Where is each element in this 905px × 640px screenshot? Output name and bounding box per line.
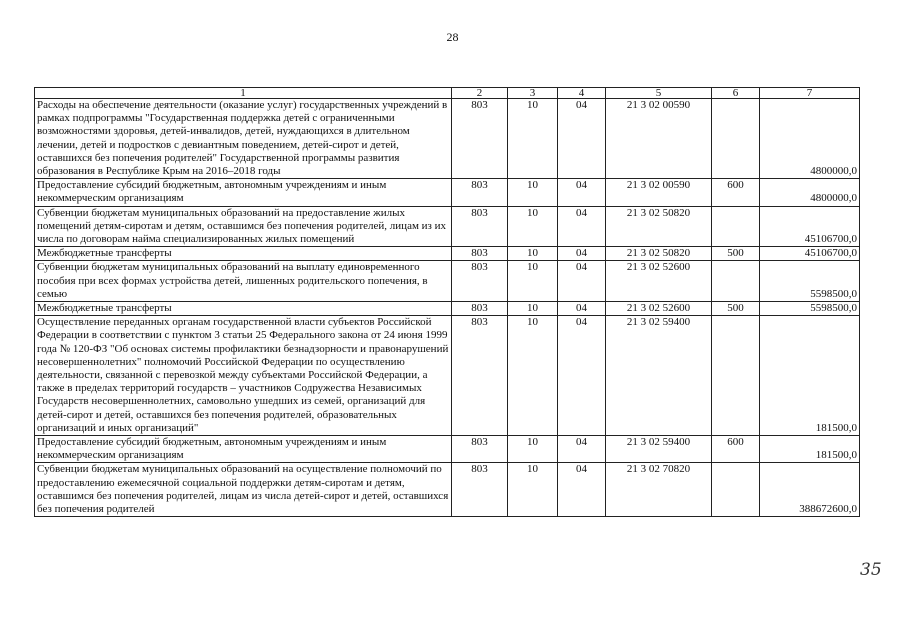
row-name-cell: Субвенции бюджетам муниципальных образований на выплату единовременного пособия при всех формах устройства детей, лишенных родительского попечения, в семью bbox=[35, 261, 452, 302]
row-target-cell: 21 3 02 52600 bbox=[606, 302, 712, 316]
row-target-cell: 21 3 02 50820 bbox=[606, 247, 712, 261]
budget-table bbox=[34, 87, 860, 517]
row-target-cell: 21 3 02 52600 bbox=[606, 261, 712, 302]
table-row bbox=[35, 316, 860, 436]
row-type-cell bbox=[712, 99, 760, 179]
row-subsection-cell: 04 bbox=[558, 206, 606, 247]
header-col-1: 1 bbox=[35, 88, 452, 99]
row-subsection-cell: 04 bbox=[558, 316, 606, 436]
table-row bbox=[35, 436, 860, 463]
row-target-cell: 21 3 02 00590 bbox=[606, 179, 712, 206]
row-type-cell: 600 bbox=[712, 179, 760, 206]
row-type-cell: 600 bbox=[712, 436, 760, 463]
row-amount-cell: 181500,0 bbox=[760, 436, 860, 463]
row-subsection-cell: 04 bbox=[558, 436, 606, 463]
row-code-cell: 803 bbox=[452, 436, 508, 463]
row-target-cell: 21 3 02 59400 bbox=[606, 436, 712, 463]
row-target-cell: 21 3 02 59400 bbox=[606, 316, 712, 436]
row-amount-cell: 5598500,0 bbox=[760, 261, 860, 302]
header-col-2: 2 bbox=[452, 88, 508, 99]
header-col-4: 4 bbox=[558, 88, 606, 99]
row-code-cell: 803 bbox=[452, 247, 508, 261]
row-name-cell: Предоставление субсидий бюджетным, автономным учреждениям и иным некоммерческим организациям bbox=[35, 436, 452, 463]
row-section-cell: 10 bbox=[508, 247, 558, 261]
row-name-cell: Предоставление субсидий бюджетным, автономным учреждениям и иным некоммерческим организациям bbox=[35, 179, 452, 206]
row-type-cell: 500 bbox=[712, 302, 760, 316]
row-code-cell: 803 bbox=[452, 206, 508, 247]
row-target-cell: 21 3 02 00590 bbox=[606, 99, 712, 179]
page-number: 28 bbox=[446, 30, 459, 44]
row-name-cell: Межбюджетные трансферты bbox=[35, 302, 452, 316]
row-name-cell: Субвенции бюджетам муниципальных образований на предоставление жилых помещений детям-сиротам и детям, оставшимся без попечения родителей, лицам из их числа по договорам найма специализированных жилых помещений bbox=[35, 206, 452, 247]
row-code-cell: 803 bbox=[452, 261, 508, 302]
row-code-cell: 803 bbox=[452, 463, 508, 517]
row-code-cell: 803 bbox=[452, 99, 508, 179]
row-amount-cell: 388672600,0 bbox=[760, 463, 860, 517]
row-amount-cell: 181500,0 bbox=[760, 316, 860, 436]
table-body bbox=[35, 88, 860, 517]
row-section-cell: 10 bbox=[508, 302, 558, 316]
table-row bbox=[35, 99, 860, 179]
row-section-cell: 10 bbox=[508, 436, 558, 463]
row-amount-cell: 5598500,0 bbox=[760, 302, 860, 316]
row-type-cell: 500 bbox=[712, 247, 760, 261]
table-row bbox=[35, 179, 860, 206]
row-subsection-cell: 04 bbox=[558, 261, 606, 302]
row-subsection-cell: 04 bbox=[558, 179, 606, 206]
row-subsection-cell: 04 bbox=[558, 302, 606, 316]
row-target-cell: 21 3 02 70820 bbox=[606, 463, 712, 517]
header-col-3: 3 bbox=[508, 88, 558, 99]
header-col-6: 6 bbox=[712, 88, 760, 99]
row-section-cell: 10 bbox=[508, 206, 558, 247]
row-name-cell: Расходы на обеспечение деятельности (оказание услуг) государственных учреждений в рамках подпрограммы "Государственная поддержка детей с ограниченными возможностями здоровья, детей-инвалидов, детей, нуждающихся в длительном лечении, детей и подростков с девиантным поведением, детей-сирот и детей, оставшихся без попечения родителей" Государственной программы развития образования в Республике Крым на 2016–2018 годы bbox=[35, 99, 452, 179]
header-col-5: 5 bbox=[606, 88, 712, 99]
row-target-cell: 21 3 02 50820 bbox=[606, 206, 712, 247]
header-col-7: 7 bbox=[760, 88, 860, 99]
row-code-cell: 803 bbox=[452, 302, 508, 316]
table-row bbox=[35, 206, 860, 247]
row-section-cell: 10 bbox=[508, 463, 558, 517]
handwritten-mark: 35 bbox=[860, 560, 882, 580]
row-code-cell: 803 bbox=[452, 179, 508, 206]
row-section-cell: 10 bbox=[508, 316, 558, 436]
row-type-cell bbox=[712, 316, 760, 436]
header-row bbox=[35, 88, 860, 99]
row-amount-cell: 45106700,0 bbox=[760, 247, 860, 261]
row-section-cell: 10 bbox=[508, 261, 558, 302]
row-type-cell bbox=[712, 261, 760, 302]
row-amount-cell: 4800000,0 bbox=[760, 179, 860, 206]
table-row bbox=[35, 247, 860, 261]
row-name-cell: Межбюджетные трансферты bbox=[35, 247, 452, 261]
row-type-cell bbox=[712, 206, 760, 247]
row-subsection-cell: 04 bbox=[558, 99, 606, 179]
row-section-cell: 10 bbox=[508, 179, 558, 206]
row-name-cell: Субвенции бюджетам муниципальных образований на осуществление полномочий по предоставлению ежемесячной социальной поддержки детям-сиротам и детям, оставшимся без попечения родителей, лицам из числа детей-сирот и детей, оставшихся без попечения родителей bbox=[35, 463, 452, 517]
table-row bbox=[35, 302, 860, 316]
row-section-cell: 10 bbox=[508, 99, 558, 179]
row-amount-cell: 45106700,0 bbox=[760, 206, 860, 247]
table-row bbox=[35, 463, 860, 517]
row-subsection-cell: 04 bbox=[558, 247, 606, 261]
row-name-cell: Осуществление переданных органам государственной власти субъектов Российской Федерации в соответствии с пунктом 3 статьи 25 Федерального закона от 24 июня 1999 года № 120-ФЗ "Об основах системы профилактики безнадзорности и правонарушений несовершеннолетних" полномочий Российской Федерации по осуществлению деятельности, связанной с перевозкой между субъектами Российской Федерации, а также в пределах территорий государств – участников Содружества Независимых Государств несовершеннолетних, самовольно ушедших из семей, организаций для детей-сирот и детей, оставшихся без попечения родителей, образовательных организаций и иных организаций" bbox=[35, 316, 452, 436]
table-row bbox=[35, 261, 860, 302]
row-type-cell bbox=[712, 463, 760, 517]
row-subsection-cell: 04 bbox=[558, 463, 606, 517]
row-code-cell: 803 bbox=[452, 316, 508, 436]
row-amount-cell: 4800000,0 bbox=[760, 99, 860, 179]
